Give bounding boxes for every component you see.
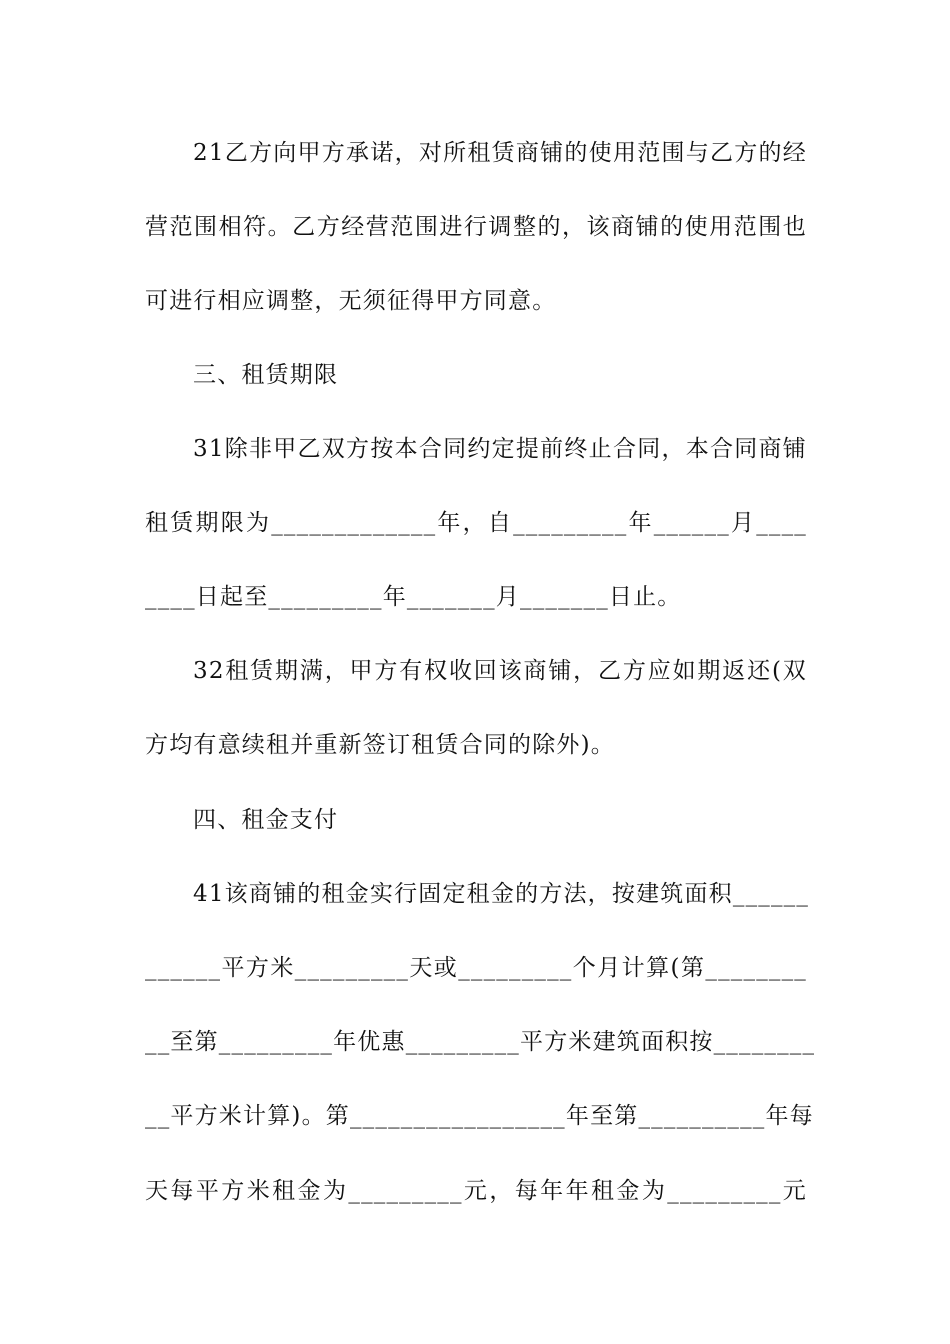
paragraph-4-1-line-1: 41该商铺的租金实行固定租金的方法，按建筑面积______ — [193, 881, 810, 907]
paragraph-2-1-line-1: 21乙方向甲方承诺，对所租赁商铺的使用范围与乙方的经 — [193, 140, 807, 166]
paragraph-4-1-line-5: 天每平方米租金为_________元，每年年租金为_________元 — [145, 1178, 807, 1204]
section-heading-rent-payment: 四、租金支付 — [193, 807, 339, 833]
paragraph-4-1-line-2: ______平方米_________天或_________个月计算(第________ — [145, 955, 807, 981]
paragraph-2-1-line-3: 可进行相应调整，无须征得甲方同意。 — [145, 288, 557, 314]
paragraph-2-1-line-2: 营范围相符。乙方经营范围进行调整的，该商铺的使用范围也 — [145, 214, 807, 240]
paragraph-4-1-line-4: __平方米计算)。第_________________年至第__________年每 — [145, 1103, 814, 1129]
paragraph-3-2-line-1: 32租赁期满，甲方有权收回该商铺，乙方应如期返还(双 — [193, 658, 807, 684]
paragraph-3-1-line-2: 租赁期限为_____________年，自_________年______月____ — [145, 510, 807, 536]
paragraph-3-2-line-2: 方均有意续租并重新签订租赁合同的除外)。 — [145, 732, 615, 758]
section-heading-lease-term: 三、租赁期限 — [193, 362, 339, 388]
paragraph-4-1-line-3: __至第_________年优惠_________平方米建筑面积按________ — [145, 1029, 816, 1055]
paragraph-3-1-line-1: 31除非甲乙双方按本合同约定提前终止合同，本合同商铺 — [193, 436, 807, 462]
paragraph-3-1-line-3: ____日起至_________年_______月_______日止。 — [145, 584, 682, 610]
